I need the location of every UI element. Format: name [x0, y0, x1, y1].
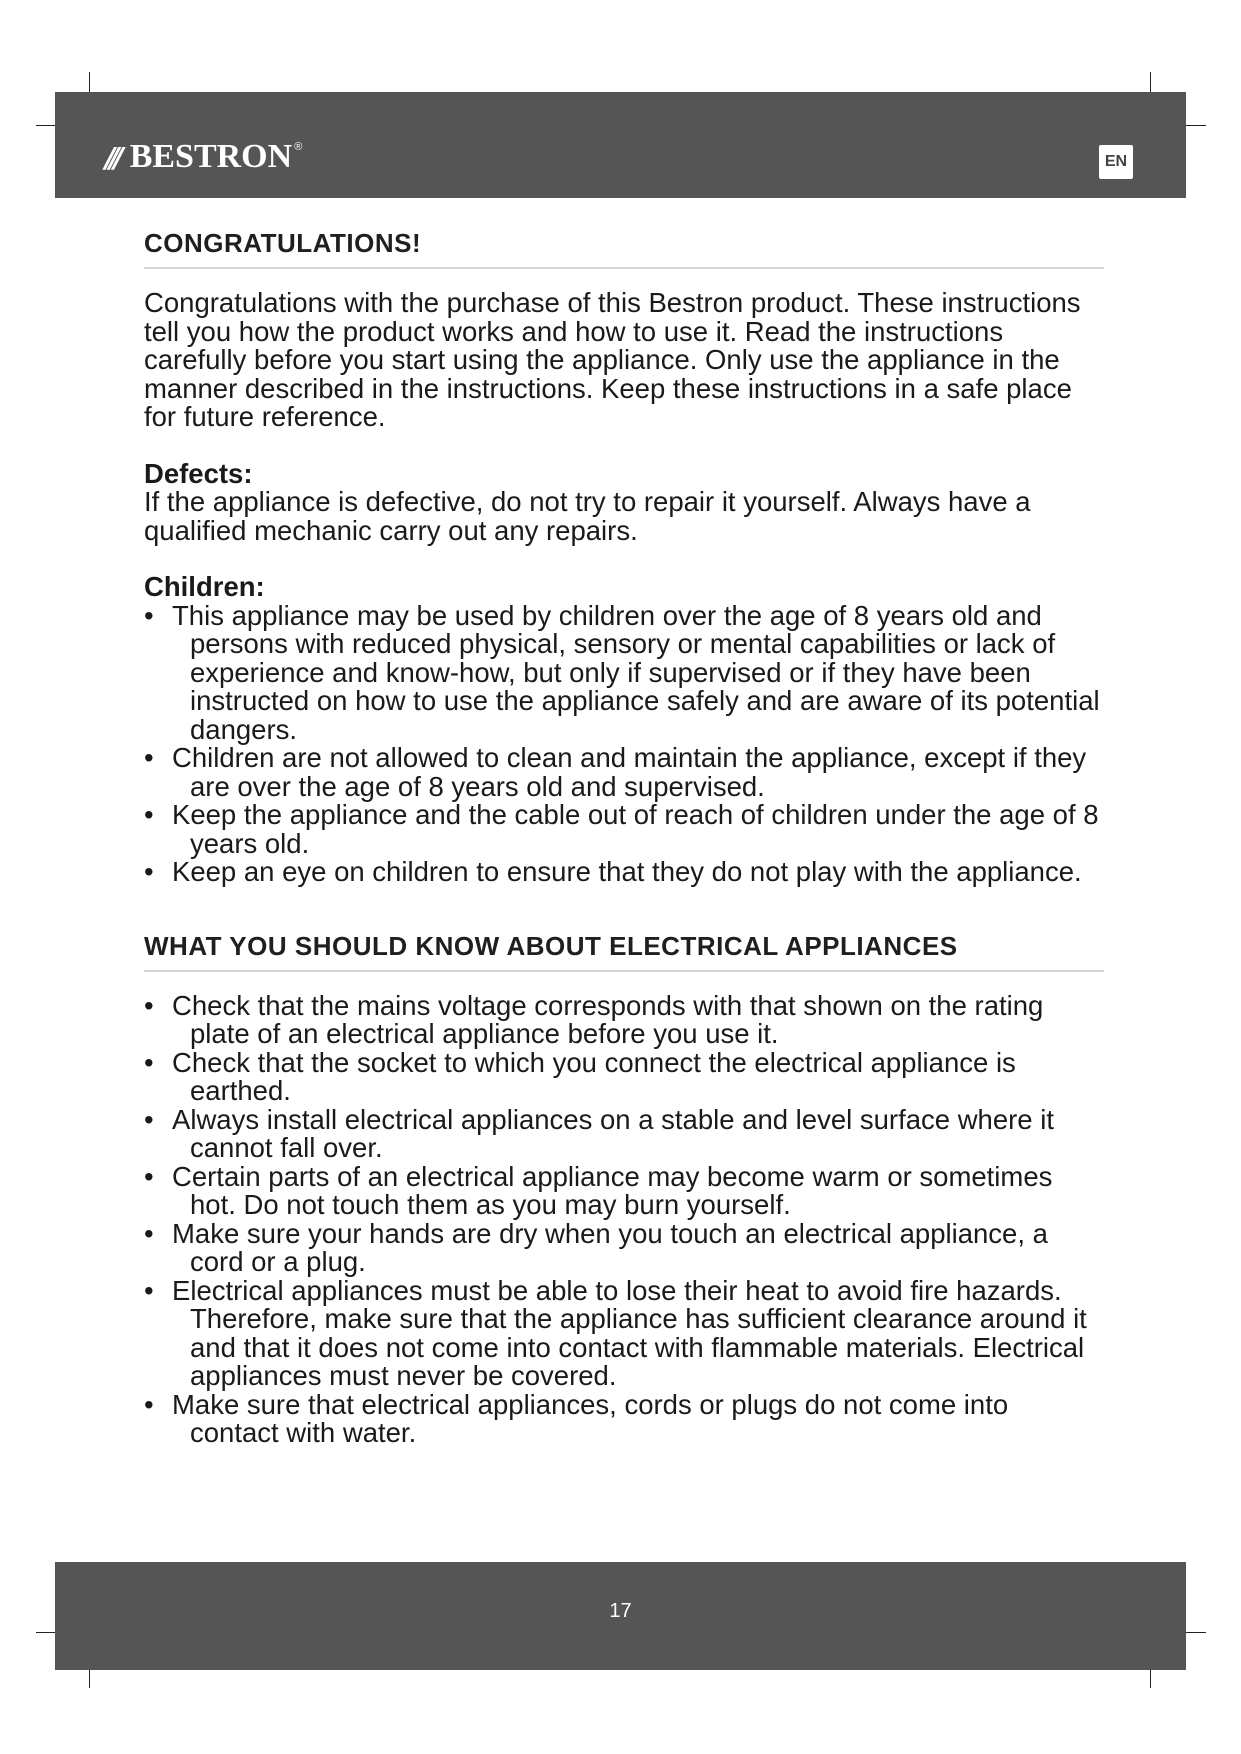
page-number: 17 — [609, 1600, 632, 1622]
electrical-list — [144, 989, 1104, 1448]
defects-heading: Defects: — [144, 457, 253, 489]
children-heading: Children: — [144, 571, 265, 602]
brand-logo — [105, 137, 302, 177]
list-item: • This appliance may be used by children over the age of 8 years old and persons with reduced physical, sensory or mental capabilities or lack of experience and know-how, but only if supervised or if they have been instructed on how to use the appliance safely and are aware of its potential dangers. — [144, 602, 1104, 745]
header-bar — [55, 92, 1186, 198]
list-item: • Children are not allowed to clean and maintain the appliance, except if they are over the age of 8 years old and supervised. — [144, 744, 1104, 801]
language-badge: EN — [1099, 145, 1133, 179]
list-item: • Check that the socket to which you connect the electrical appliance is earthed. — [144, 1049, 1104, 1106]
brand-chevron-icon: /// — [105, 140, 118, 174]
brand-name: BESTRON — [129, 138, 293, 175]
intro-paragraph: Congratulations with the purchase of this Bestron product. These instructions tell you how the product works and how to use it. Read the instructions carefully before you start using the appliance. Only use the appliance in the manner described in the instructions. Keep these instructions in a safe place for future reference. — [144, 287, 1081, 432]
children-list — [144, 599, 1104, 887]
list-item: • Always install electrical appliances on a stable and level surface where it cannot fall over. — [144, 1106, 1104, 1163]
list-item: • Keep the appliance and the cable out of reach of children under the age of 8 years old. — [144, 801, 1104, 858]
list-item: • Make sure that electrical appliances, cords or plugs do not come into contact with water. — [144, 1391, 1104, 1448]
registered-mark: ® — [294, 141, 303, 153]
list-item: • Electrical appliances must be able to lose their heat to avoid fire hazards. Therefore, make sure that the appliance has sufficient clearance around it and that it does not come into contact with flammable materials. Electrical appliances must never be covered. — [144, 1277, 1104, 1391]
list-item: • Keep an eye on children to ensure that they do not play with the appliance. — [144, 858, 1104, 887]
list-item: • Check that the mains voltage corresponds with that shown on the rating plate of an electrical appliance before you use it. — [144, 992, 1104, 1049]
page-content — [144, 228, 1104, 1448]
list-item: • Certain parts of an electrical appliance may become warm or sometimes hot. Do not touch them as you may burn yourself. — [144, 1163, 1104, 1220]
list-item: • Make sure your hands are dry when you touch an electrical appliance, a cord or a plug. — [144, 1220, 1104, 1277]
electrical-appliances-heading: WHAT YOU SHOULD KNOW ABOUT ELECTRICAL APPLIANCES — [144, 931, 1104, 972]
congratulations-heading: CONGRATULATIONS! — [144, 228, 1104, 269]
footer-bar — [55, 1562, 1186, 1670]
defects-paragraph: If the appliance is defective, do not try to repair it yourself. Always have a qualified mechanic carry out any repairs. — [144, 486, 1031, 546]
